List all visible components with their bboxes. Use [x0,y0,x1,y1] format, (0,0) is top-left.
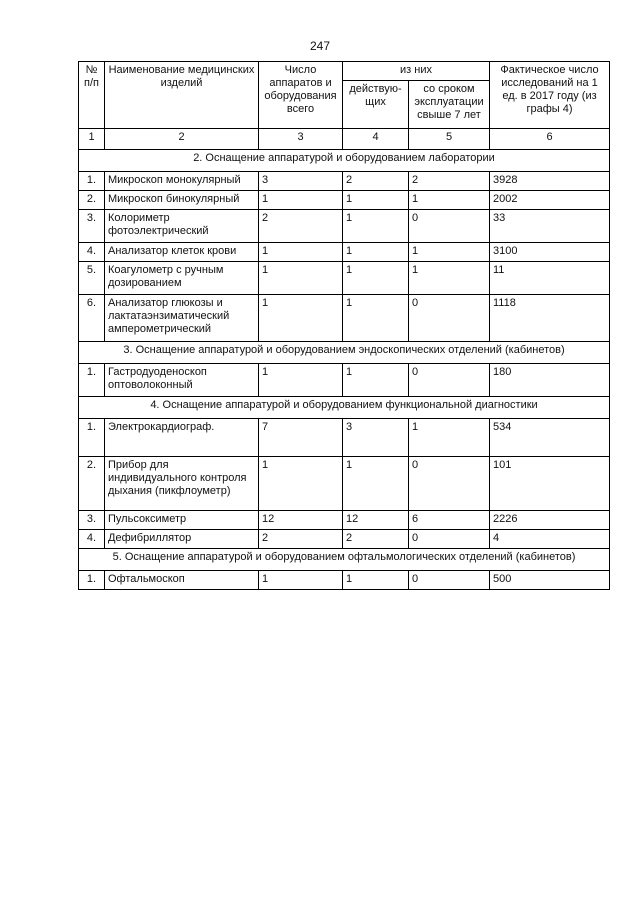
active-count: 1 [343,364,409,397]
studies-count: 3100 [490,243,610,262]
active-count: 2 [343,172,409,191]
total-count: 1 [259,295,343,342]
equipment-table [78,61,610,590]
header-num: № п/п [79,62,105,129]
studies-count: 2226 [490,511,610,530]
studies-count: 534 [490,419,610,457]
active-count: 1 [343,191,409,210]
row-number: 2. [79,457,105,511]
device-name: Офтальмоскоп [105,571,259,590]
section-row [79,150,610,172]
active-count: 1 [343,262,409,295]
column-number: 6 [490,129,610,150]
column-number-row [79,129,610,150]
active-count: 2 [343,530,409,549]
section-row [79,342,610,364]
table-row [79,243,610,262]
studies-count: 1118 [490,295,610,342]
header-of-them: из них [343,62,490,81]
row-number: 5. [79,262,105,295]
device-name: Гастродуоденоскоп оптоволоконный [105,364,259,397]
header-old: со сроком эксплуатации свыше 7 лет [409,81,490,129]
column-number: 5 [409,129,490,150]
active-count: 1 [343,210,409,243]
table-row [79,262,610,295]
old-count: 6 [409,511,490,530]
total-count: 1 [259,364,343,397]
total-count: 1 [259,571,343,590]
active-count: 1 [343,243,409,262]
active-count: 12 [343,511,409,530]
studies-count: 11 [490,262,610,295]
header-name: Наименование медицинских изделий [105,62,259,129]
row-number: 2. [79,191,105,210]
table-row [79,295,610,342]
active-count: 1 [343,457,409,511]
active-count: 1 [343,295,409,342]
device-name: Дефибриллятор [105,530,259,549]
column-number: 3 [259,129,343,150]
device-name: Пульсоксиметр [105,511,259,530]
header-active: действую-щих [343,81,409,129]
old-count: 0 [409,457,490,511]
table-row [79,571,610,590]
device-name: Электрокардиограф. [105,419,259,457]
total-count: 3 [259,172,343,191]
old-count: 0 [409,295,490,342]
device-name: Микроскоп монокулярный [105,172,259,191]
page-number: 247 [309,39,331,53]
old-count: 1 [409,262,490,295]
row-number: 4. [79,243,105,262]
total-count: 2 [259,210,343,243]
active-count: 1 [343,571,409,590]
studies-count: 101 [490,457,610,511]
total-count: 1 [259,191,343,210]
row-number: 1. [79,172,105,191]
section-title: 5. Оснащение аппаратурой и оборудованием офтальмологических отделений (кабинетов) [79,549,610,571]
studies-count: 4 [490,530,610,549]
total-count: 1 [259,262,343,295]
table-row [79,191,610,210]
total-count: 2 [259,530,343,549]
active-count: 3 [343,419,409,457]
device-name: Колориметр фотоэлектрический [105,210,259,243]
table-row [79,457,610,511]
old-count: 1 [409,191,490,210]
row-number: 4. [79,530,105,549]
table-row [79,210,610,243]
old-count: 0 [409,530,490,549]
column-number: 1 [79,129,105,150]
header-row [79,62,610,81]
row-number: 3. [79,210,105,243]
row-number: 3. [79,511,105,530]
table-row [79,364,610,397]
table-row [79,511,610,530]
section-title: 3. Оснащение аппаратурой и оборудованием эндоскопических отделений (кабинетов) [79,342,610,364]
section-title: 4. Оснащение аппаратурой и оборудованием функциональной диагностики [79,397,610,419]
section-title: 2. Оснащение аппаратурой и оборудованием лаборатории [79,150,610,172]
table-row [79,530,610,549]
device-name: Анализатор клеток крови [105,243,259,262]
column-number: 4 [343,129,409,150]
section-row [79,397,610,419]
old-count: 1 [409,419,490,457]
total-count: 12 [259,511,343,530]
row-number: 1. [79,571,105,590]
device-name: Коагулометр с ручным дозированием [105,262,259,295]
header-studies: Фактическое число исследований на 1 ед. в 2017 году (из графы 4) [490,62,610,129]
device-name: Анализатор глюкозы и лактатаэнзиматический амперометрический [105,295,259,342]
row-number: 1. [79,419,105,457]
total-count: 7 [259,419,343,457]
studies-count: 33 [490,210,610,243]
old-count: 0 [409,210,490,243]
old-count: 0 [409,571,490,590]
column-number: 2 [105,129,259,150]
device-name: Прибор для индивидуального контроля дыхания (пикфлоуметр) [105,457,259,511]
studies-count: 2002 [490,191,610,210]
studies-count: 3928 [490,172,610,191]
row-number: 6. [79,295,105,342]
row-number: 1. [79,364,105,397]
table-row [79,172,610,191]
old-count: 2 [409,172,490,191]
total-count: 1 [259,457,343,511]
total-count: 1 [259,243,343,262]
section-row [79,549,610,571]
device-name: Микроскоп бинокулярный [105,191,259,210]
table-row [79,419,610,457]
old-count: 1 [409,243,490,262]
studies-count: 500 [490,571,610,590]
old-count: 0 [409,364,490,397]
studies-count: 180 [490,364,610,397]
header-total: Число аппаратов и оборудования всего [259,62,343,129]
